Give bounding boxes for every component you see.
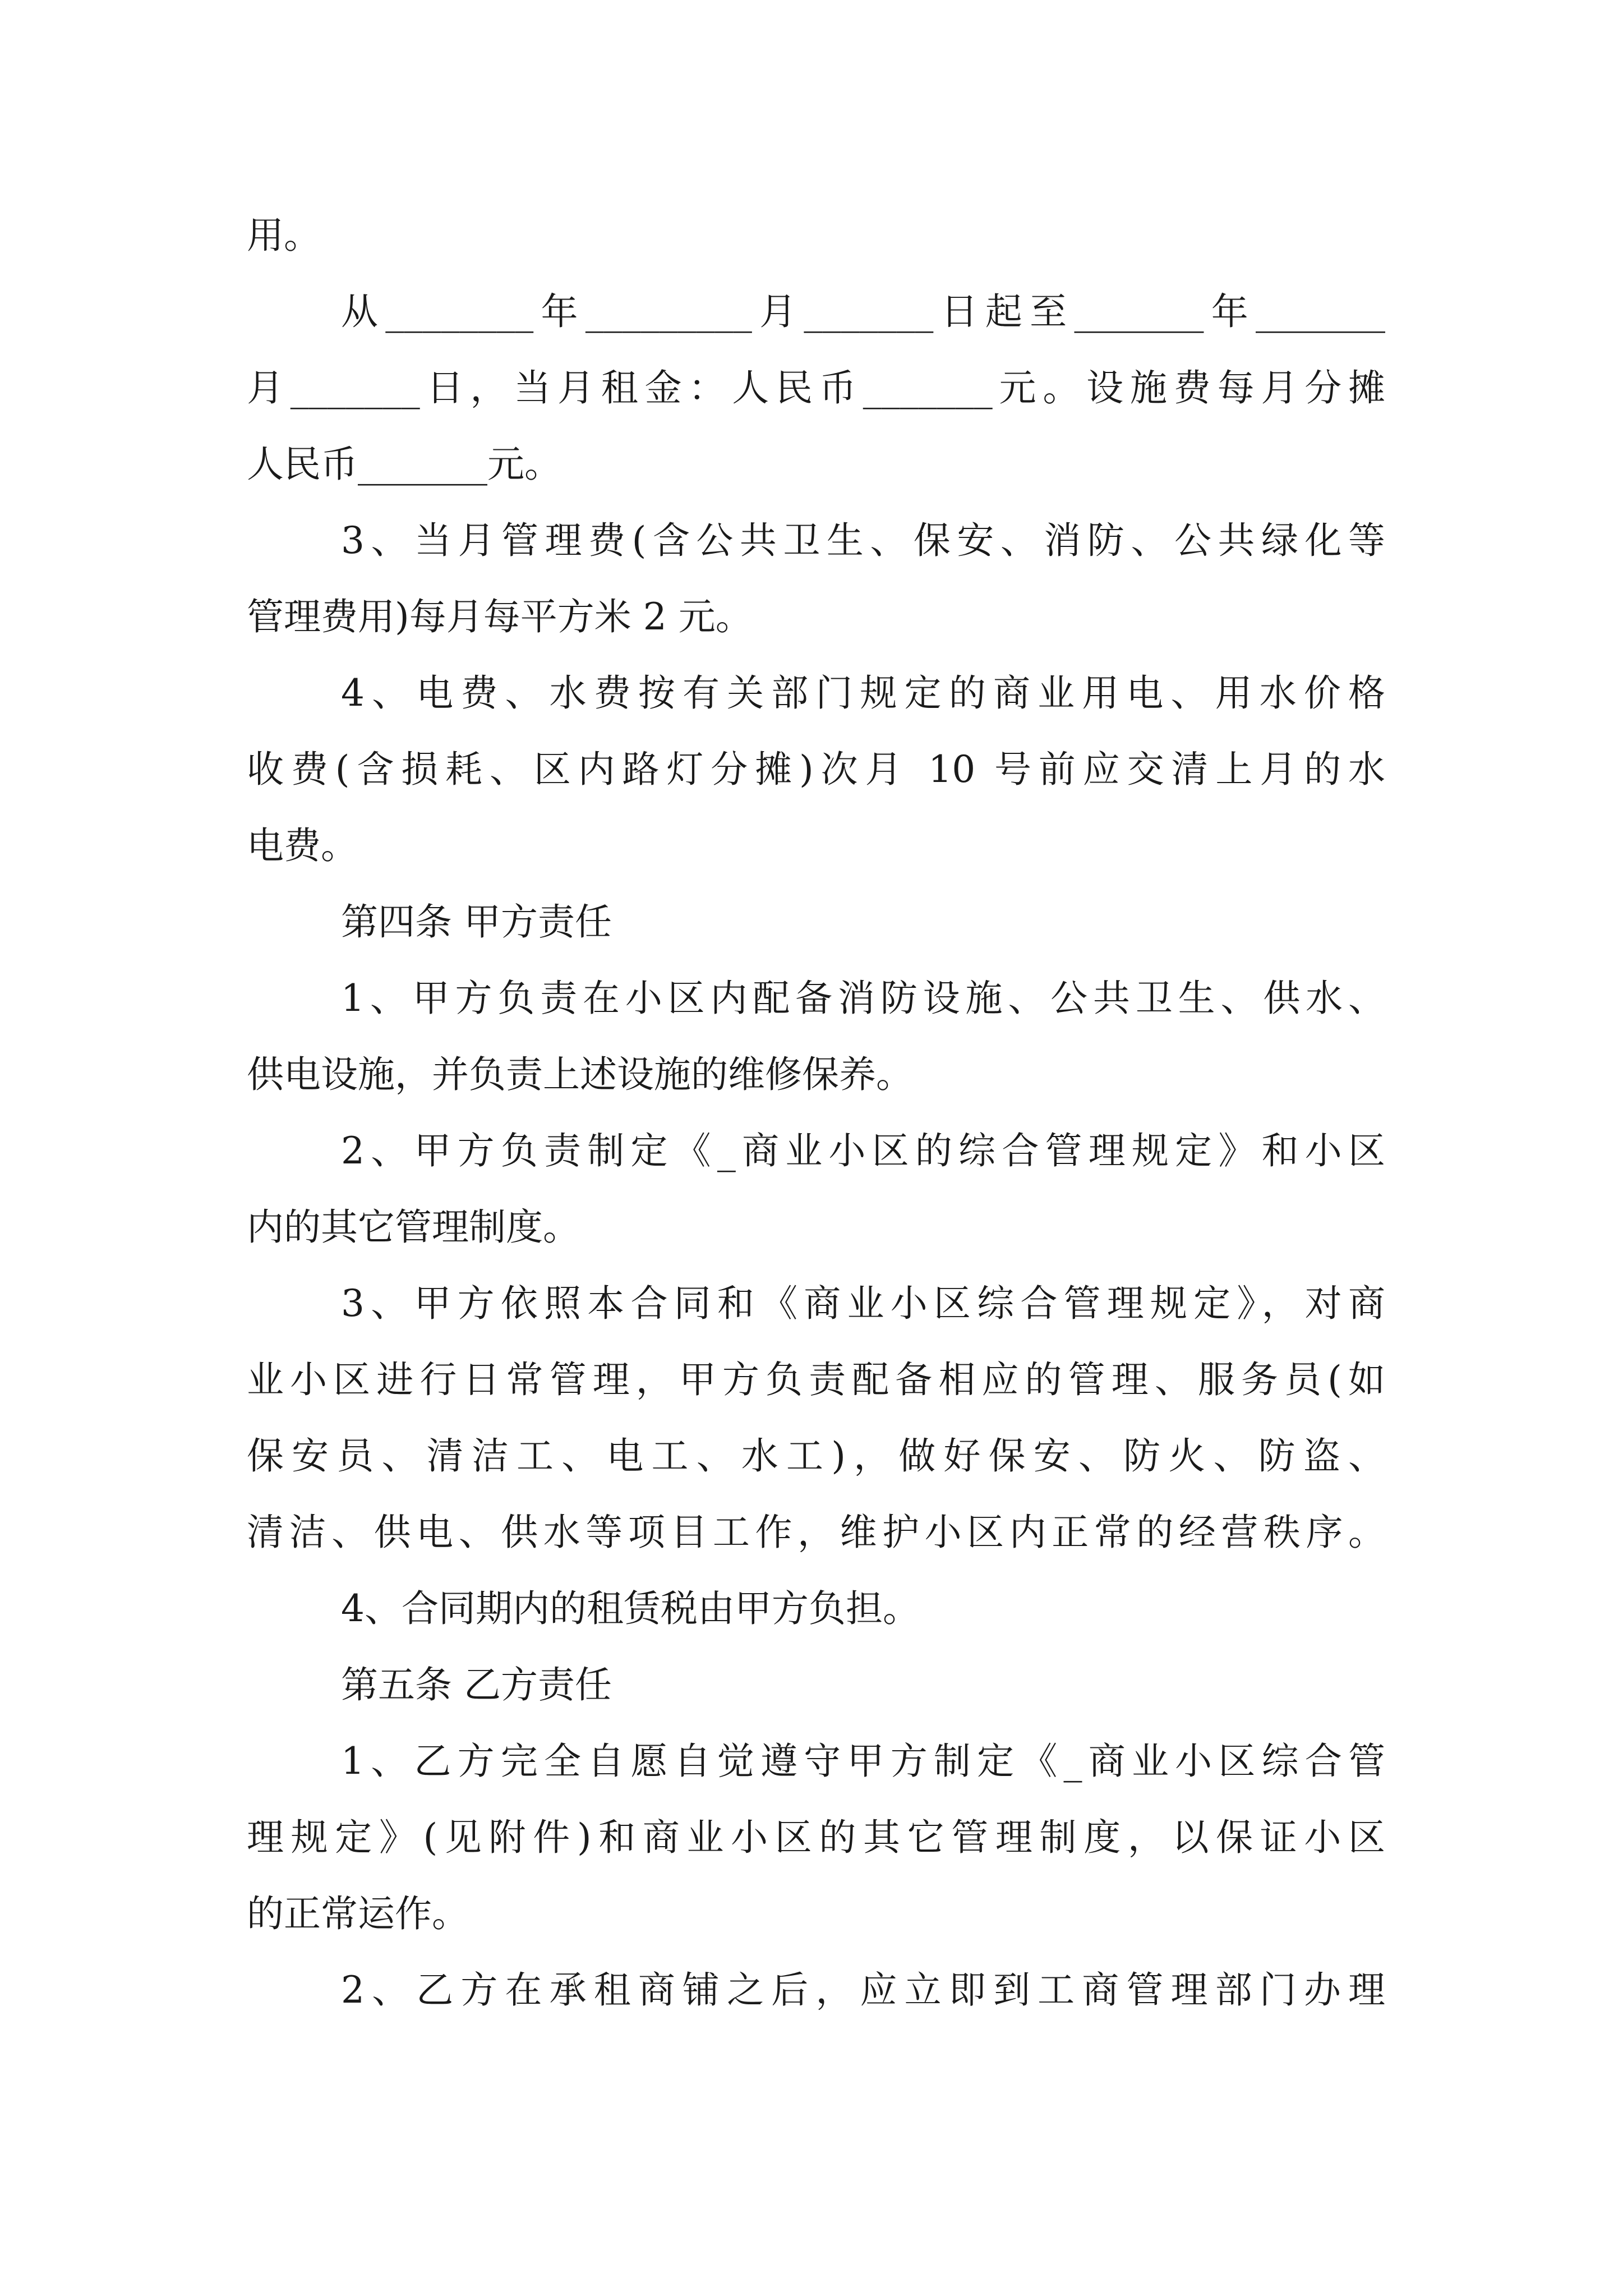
section-heading: 第四条 甲方责任 (341, 900, 612, 944)
text-line: 3、当月管理费(含公共卫生、保安、消防、公共绿化等 (341, 519, 1385, 562)
text-line: 从________年_________月_______日起至_______年_______ (341, 290, 1385, 333)
text-line: 用。 (247, 214, 321, 257)
text-line: 电费。 (247, 824, 358, 867)
text-line: 管理费用)每月每平方米 2 元。 (247, 595, 753, 638)
text-line: 供电设施，并负责上述设施的维修保养。 (247, 1053, 913, 1096)
text-line: 2、乙方在承租商铺之后，应立即到工商管理部门办理 (341, 1968, 1385, 2012)
text-line: 保安员、清洁工、电工、水工)，做好保安、防火、防盗、 (247, 1434, 1385, 1478)
text-line: 内的其它管理制度。 (247, 1205, 580, 1249)
text-line: 1、甲方负责在小区内配备消防设施、公共卫生、供水、 (341, 977, 1385, 1020)
text-line: 4、电费、水费按有关部门规定的商业用电、用水价格 (341, 671, 1385, 715)
section-heading: 第五条 乙方责任 (341, 1663, 612, 1706)
text-line: 人民币_______元。 (247, 443, 561, 486)
text-line: 月_______日，当月租金：人民币_______元。设施费每月分摊 (247, 366, 1385, 409)
text-line: 1、乙方完全自愿自觉遵守甲方制定《_商业小区综合管 (341, 1740, 1385, 1783)
text-line: 业小区进行日常管理，甲方负责配备相应的管理、服务员(如 (247, 1358, 1385, 1401)
text-line: 的正常运作。 (247, 1892, 469, 1935)
text-line: 4、合同期内的租赁税由甲方负担。 (341, 1587, 920, 1630)
text-line: 清洁、供电、供水等项目工作，维护小区内正常的经营秩序。 (247, 1511, 1385, 1554)
text-line: 2、甲方负责制定《_商业小区的综合管理规定》和小区 (341, 1129, 1385, 1172)
text-line: 收费(含损耗、区内路灯分摊)次月 10 号前应交清上月的水 (247, 748, 1385, 791)
text-line: 理规定》(见附件)和商业小区的其它管理制度，以保证小区 (247, 1816, 1385, 1859)
text-line: 3、甲方依照本合同和《商业小区综合管理规定》，对商 (341, 1282, 1385, 1325)
